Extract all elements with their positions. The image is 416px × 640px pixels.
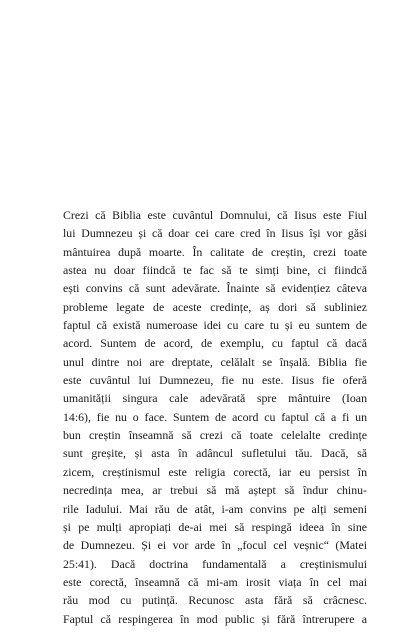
paragraph-line: 14:6), fie nu o face. Suntem de acord cu faptul că a fi un <box>63 409 367 424</box>
paragraph-line: și pe mulți apropiați de-ai mei să respingă ideea în sine <box>63 519 367 534</box>
paragraph-line: este corectă, înseamnă că mi-am irosit viața în cel mai <box>63 574 367 589</box>
paragraph-line: este cuvântul lui Dumnezeu, fie nu este. Iisus fie oferă <box>63 373 367 388</box>
paragraph-line: rile Iadului. Mai rău de atât, i-am convins pe alți semeni <box>63 501 367 516</box>
paragraph-line: unul dintre noi are dreptate, celălalt se înșală. Biblia fie <box>63 354 367 369</box>
paragraph-line: zicem, creștinismul este religia corectă, iar eu persist în <box>63 464 367 479</box>
paragraph-line: 25:41). Dacă doctrina fundamentală a creștinismului <box>63 556 367 571</box>
paragraph-line: de Dumnezeu. Și ei vor arde în „focul cel veșnic“ (Matei <box>63 538 367 553</box>
paragraph-line: probleme legate de aceste credințe, aș dori să subliniez <box>63 299 367 314</box>
body-paragraph <box>63 206 367 628</box>
paragraph-line: umanității singura cale adevărată spre mântuire (Ioan <box>63 391 367 406</box>
paragraph-line: ești convins că sunt adevărate. Înainte să evidențiez câteva <box>63 281 367 296</box>
paragraph-line: necredința mea, ar trebui să mă aștept să îndur chinu- <box>63 483 367 498</box>
paragraph-line: bun creștin înseamnă să crezi că toate celelalte credințe <box>63 428 367 443</box>
paragraph-line: Faptul că respingerea în mod public și fără întrerupere a <box>63 611 367 626</box>
paragraph-line: Crezi că Biblia este cuvântul Domnului, că Iisus este Fiul <box>63 208 367 222</box>
paragraph-line: sunt greșite, și asta în adâncul sufletului tău. Dacă, să <box>63 446 367 461</box>
paragraph-line: acord. Suntem de acord, de exemplu, cu faptul că dacă <box>63 336 367 351</box>
paragraph-line: rău mod cu putință. Recunosc asta fără să crâcnesc. <box>63 593 367 608</box>
paragraph-line: astea nu doar fiindcă te fac să te simți bine, ci fiindcă <box>63 263 367 278</box>
paragraph-line: mântuirea după moarte. În calitate de creștin, crezi toate <box>63 244 367 259</box>
paragraph-line: lui Dumnezeu și că doar cei care cred în Iisus își vor găsi <box>63 226 367 241</box>
paragraph-line: faptul că există numeroase idei cu care tu și eu suntem de <box>63 318 367 333</box>
